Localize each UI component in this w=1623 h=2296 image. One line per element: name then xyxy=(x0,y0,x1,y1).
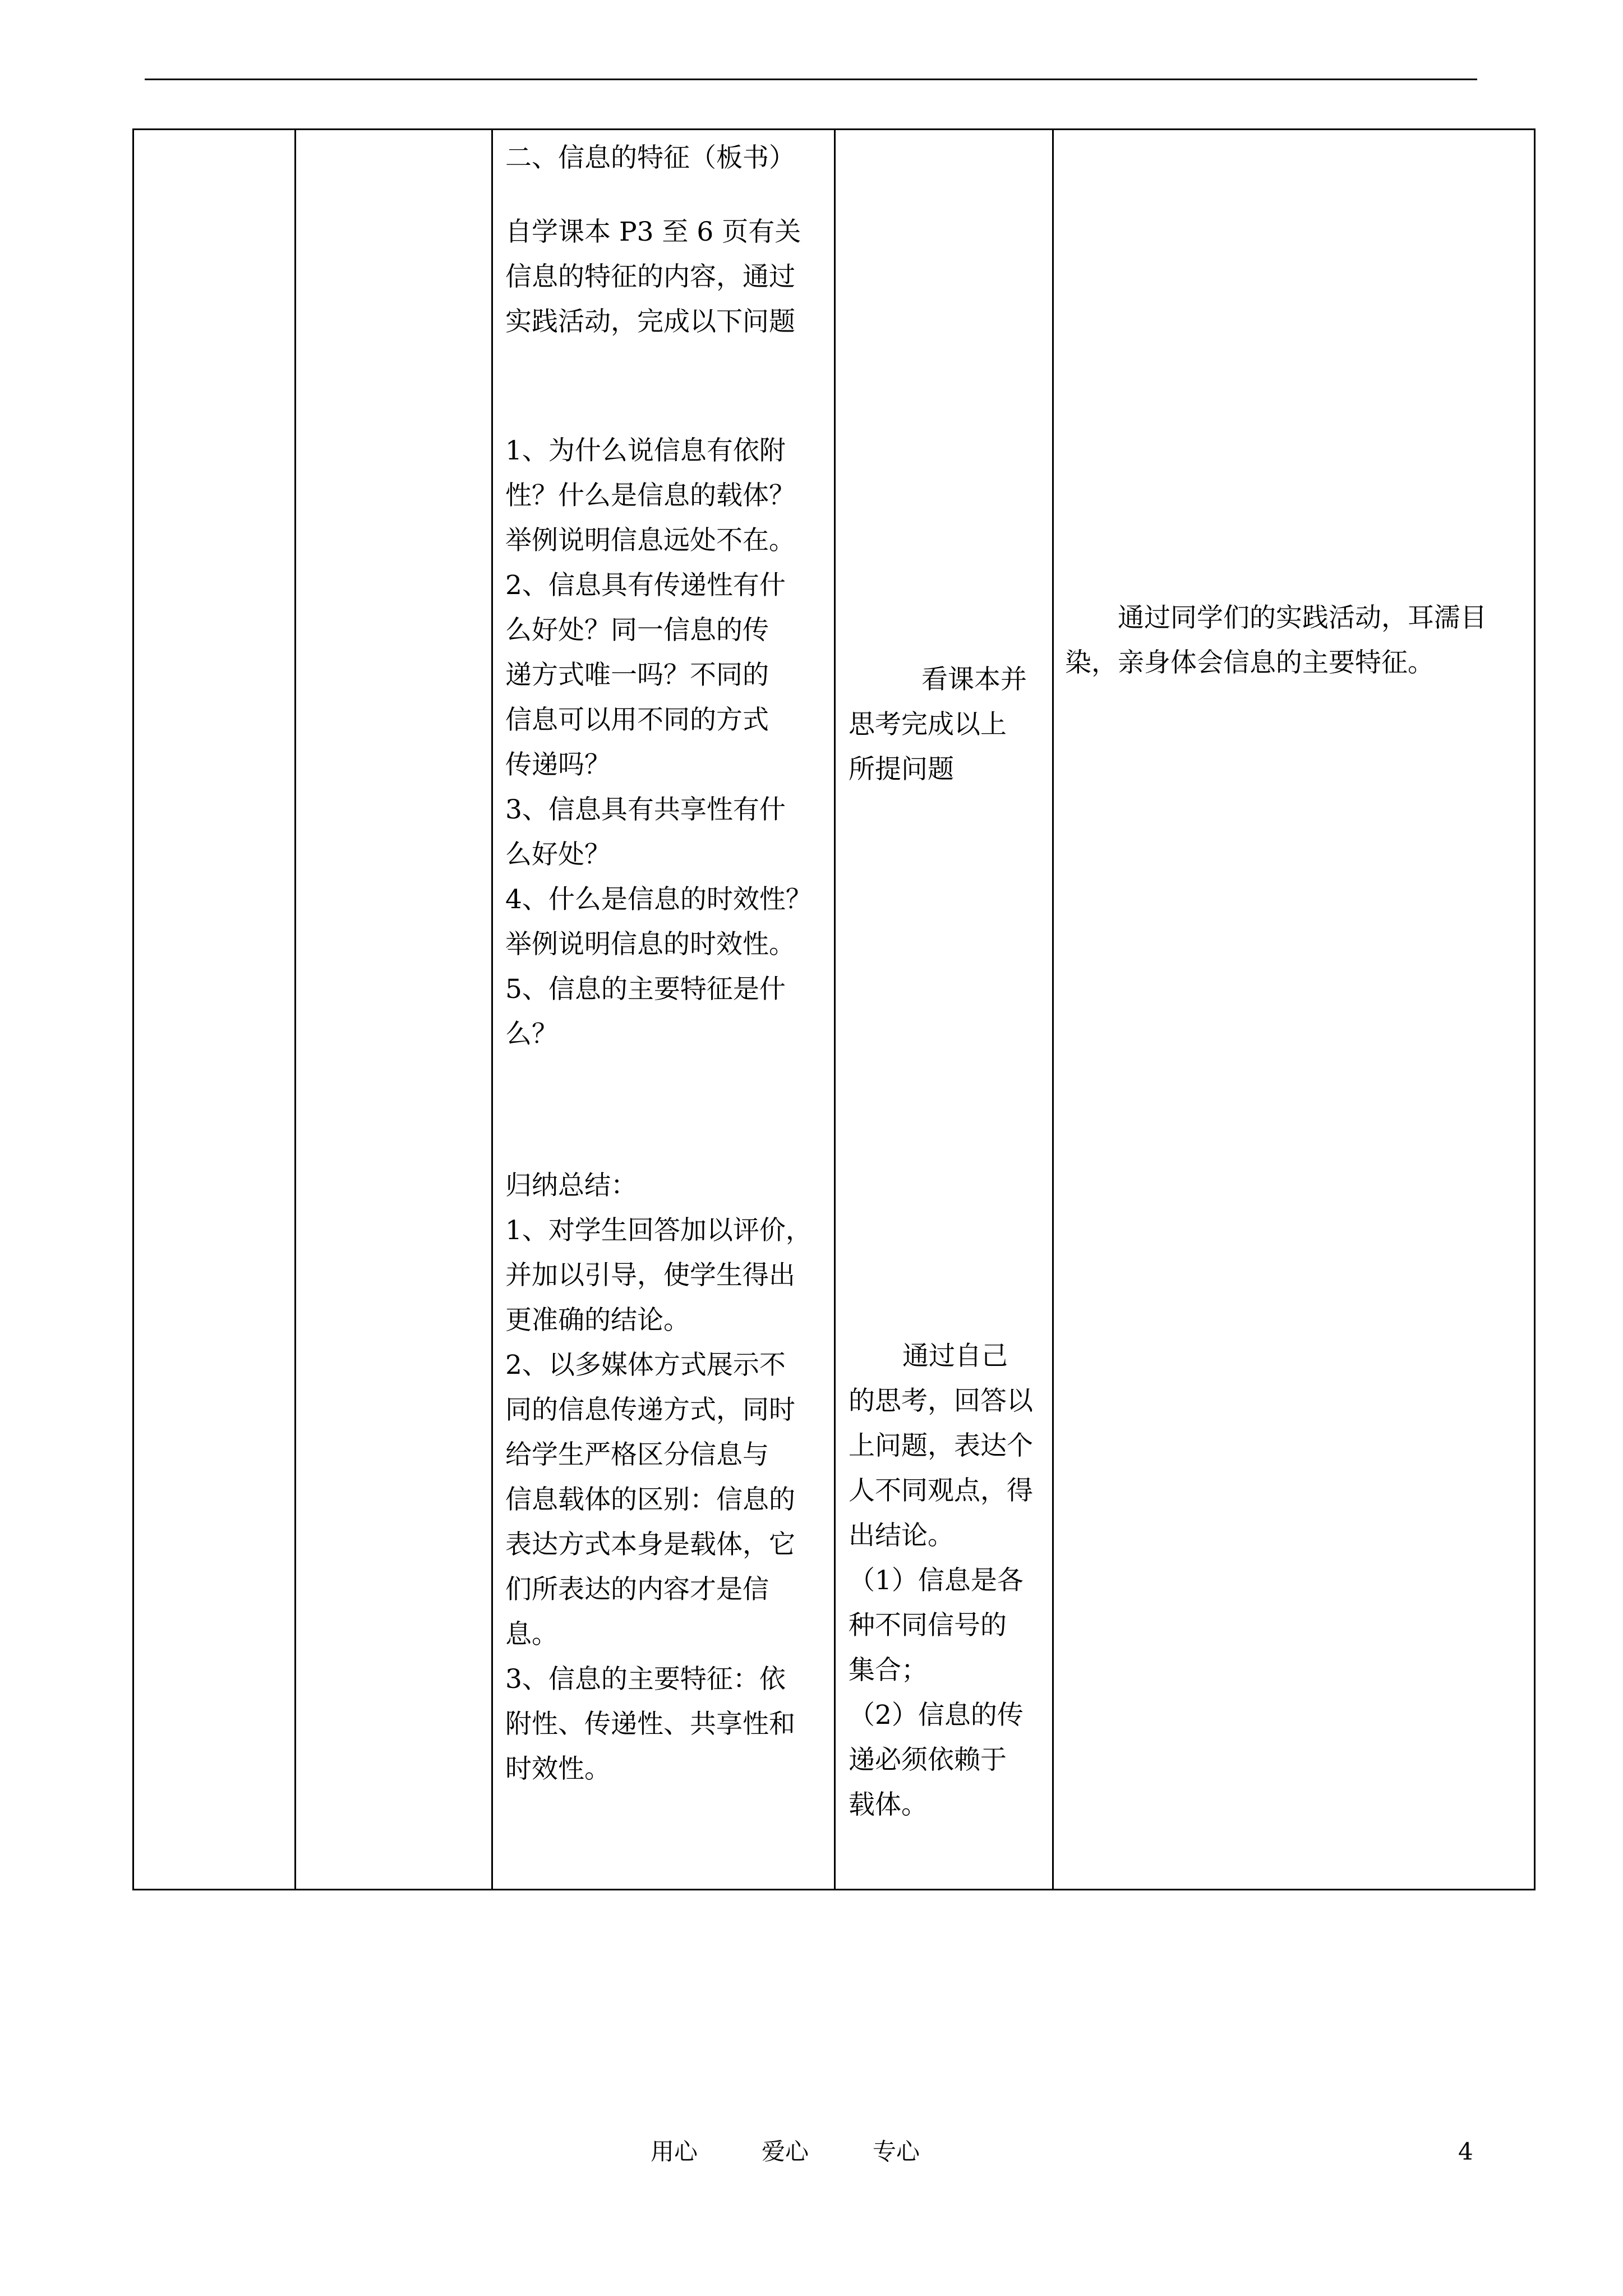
design-intent-cell: 通过同学们的实践活动，耳濡目 染，亲身体会信息的主要特征。 xyxy=(1065,602,1487,678)
self-study-intro: 自学课本 P3 至 6 页有关 信息的特征的内容，通过 实践活动，完成以下问题 xyxy=(505,217,801,337)
lesson-plan-table xyxy=(132,128,1536,1890)
column-divider-4 xyxy=(1052,130,1054,1889)
section-heading: 二、信息的特征（板书） xyxy=(505,142,795,173)
header-rule xyxy=(145,79,1477,80)
question-list: 1、为什么说信息有依附 性？什么是信息的载体？ 举例说明信息远处不在。 2、信息具有传递性有什 么好处？同一信息的传 递方式唯一吗？不同的 信息可以用不同的方式 传递吗？ 3、信息具有共享性有什 么好处？ 4、什么是信息的时效性？ 举例说明信息的时效性。 5、信息的主要特征是什 么？ xyxy=(505,435,812,1050)
footer-motto-2: 爱心 xyxy=(762,2138,809,2165)
student-activity-block-1: 看课本并 思考完成以上 所提问题 xyxy=(849,664,1027,785)
column-divider-3 xyxy=(834,130,836,1889)
page-number: 4 xyxy=(1458,2138,1473,2165)
footer-motto-1: 用心 xyxy=(651,2138,698,2165)
footer-motto-3: 专心 xyxy=(873,2138,920,2165)
column-divider-1 xyxy=(294,130,296,1889)
column-divider-2 xyxy=(491,130,493,1889)
summary-block: 归纳总结： 1、对学生回答加以评价， 并加以引导，使学生得出 更准确的结论。 2、以多媒体方式展示不 同的信息传递方式，同时 给学生严格区分信息与 信息载体的区别：信息的 表达方式本身是载体，它 们所表达的内容才是信 息。 3、信息的主要特征：依 附性、传递性、共享性和 时效性。 xyxy=(505,1170,812,1784)
student-activity-block-2: 通过自己 的思考，回答以 上问题，表达个 人不同观点，得 出结论。 （1）信息是各 种不同信号的 集合； （2）信息的传 递必须依赖于 载体。 xyxy=(849,1341,1033,1820)
teacher-activity-cell xyxy=(505,136,825,1792)
